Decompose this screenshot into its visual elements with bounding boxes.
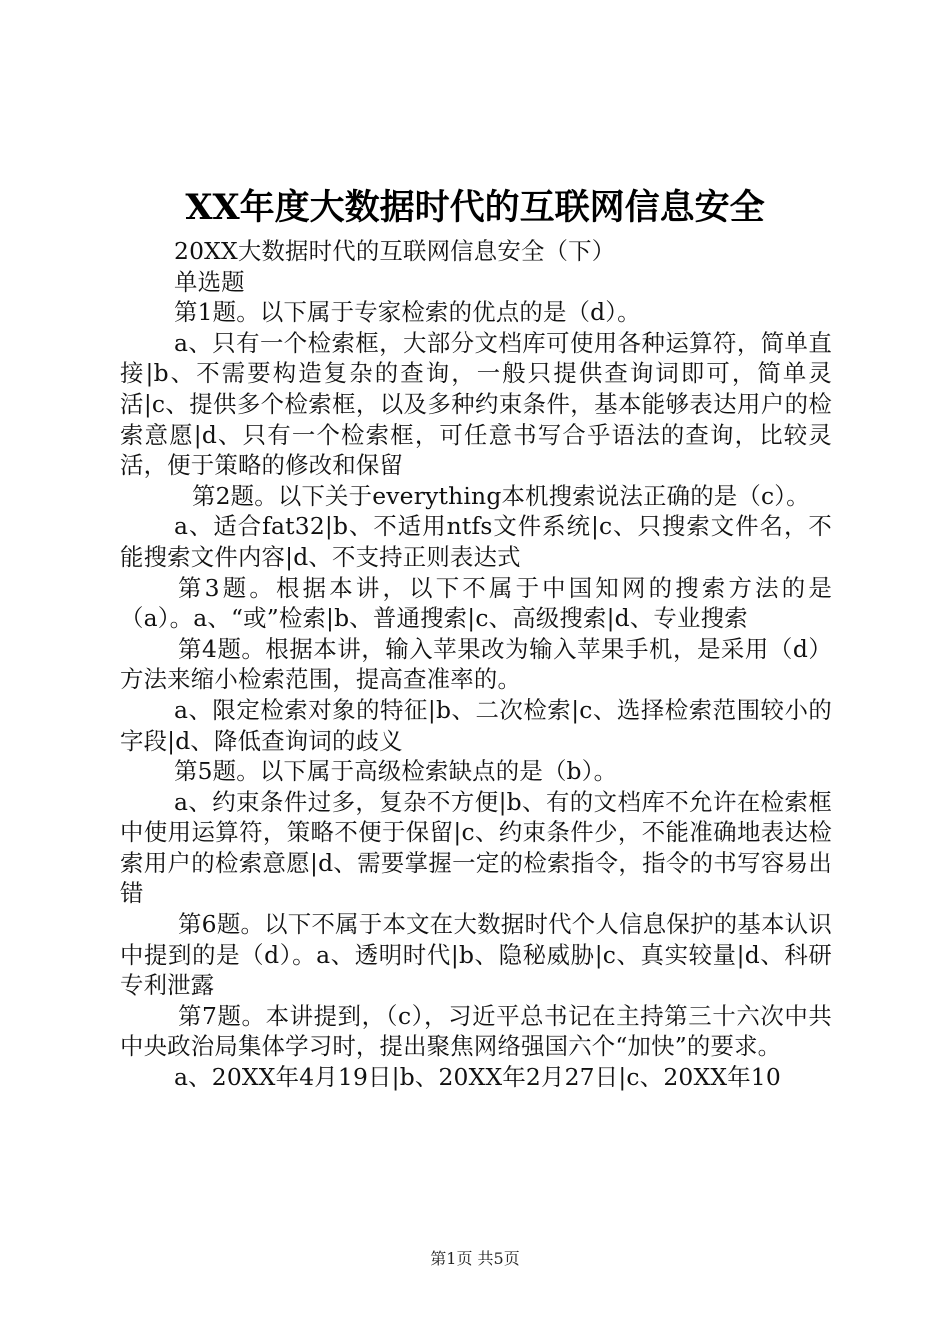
question-4: 第4题。根据本讲，输入苹果改为输入苹果手机，是采用（d）方法来缩小检索范围，提高查准率的。 xyxy=(120,634,832,694)
document-title: XX年度大数据时代的互联网信息安全 xyxy=(185,187,765,228)
document-body xyxy=(120,236,832,1093)
question-2-options: a、适合fat32|b、不适用ntfs文件系统|c、只搜索文件名，不能搜索文件内容|d、不支持正则表达式 xyxy=(120,512,832,571)
question-3: 第3题。根据本讲，以下不属于中国知网的搜索方法的是（a）。a、“或”检索|b、普通搜索|c、高级搜索|d、专业搜索 xyxy=(120,573,832,633)
question-6: 第6题。以下不属于本文在大数据时代个人信息保护的基本认识中提到的是（d）。a、透明时代|b、隐秘威胁|c、真实较量|d、科研专利泄露 xyxy=(120,910,832,1000)
page-footer: 第1页 共5页 xyxy=(430,1249,520,1268)
subtitle: 20XX大数据时代的互联网信息安全（下） xyxy=(174,237,616,265)
question-2: 第2题。以下关于everything本机搜索说法正确的是（c）。 xyxy=(192,481,810,510)
question-5-options: a、约束条件过多，复杂不方便|b、有的文档库不允许在检索框中使用运算符，策略不便于保留|c、约束条件少，不能准确地表达检索用户的检索意愿|d、需要掌握一定的检索指令，指令的书写容易出错 xyxy=(120,787,832,908)
question-4-options: a、限定检索对象的特征|b、二次检索|c、选择检索范围较小的字段|d、降低查询词的歧义 xyxy=(120,695,832,755)
question-7: 第7题。本讲提到，（c），习近平总书记在主持第三十六次中共中央政治局集体学习时，提出聚焦网络强国六个“加快”的要求。 xyxy=(120,1001,832,1061)
question-7-options: a、20XX年4月19日|b、20XX年2月27日|c、20XX年10 xyxy=(174,1063,781,1092)
section-heading: 单选题 xyxy=(174,267,245,296)
question-5: 第5题。以下属于高级检索缺点的是（b）。 xyxy=(174,757,618,786)
question-1: 第1题。以下属于专家检索的优点的是（d）。 xyxy=(174,298,641,327)
question-1-options: a、只有一个检索框，大部分文档库可使用各种运算符，简单直接|b、不需要构造复杂的查询，一般只提供查询词即可，简单灵活|c、提供多个检索框，以及多种约束条件，基本能够表达用户的检索意愿|d、只有一个检索框，可任意书写合乎语法的查询，比较灵活，便于策略的修改和保留 xyxy=(120,328,832,480)
